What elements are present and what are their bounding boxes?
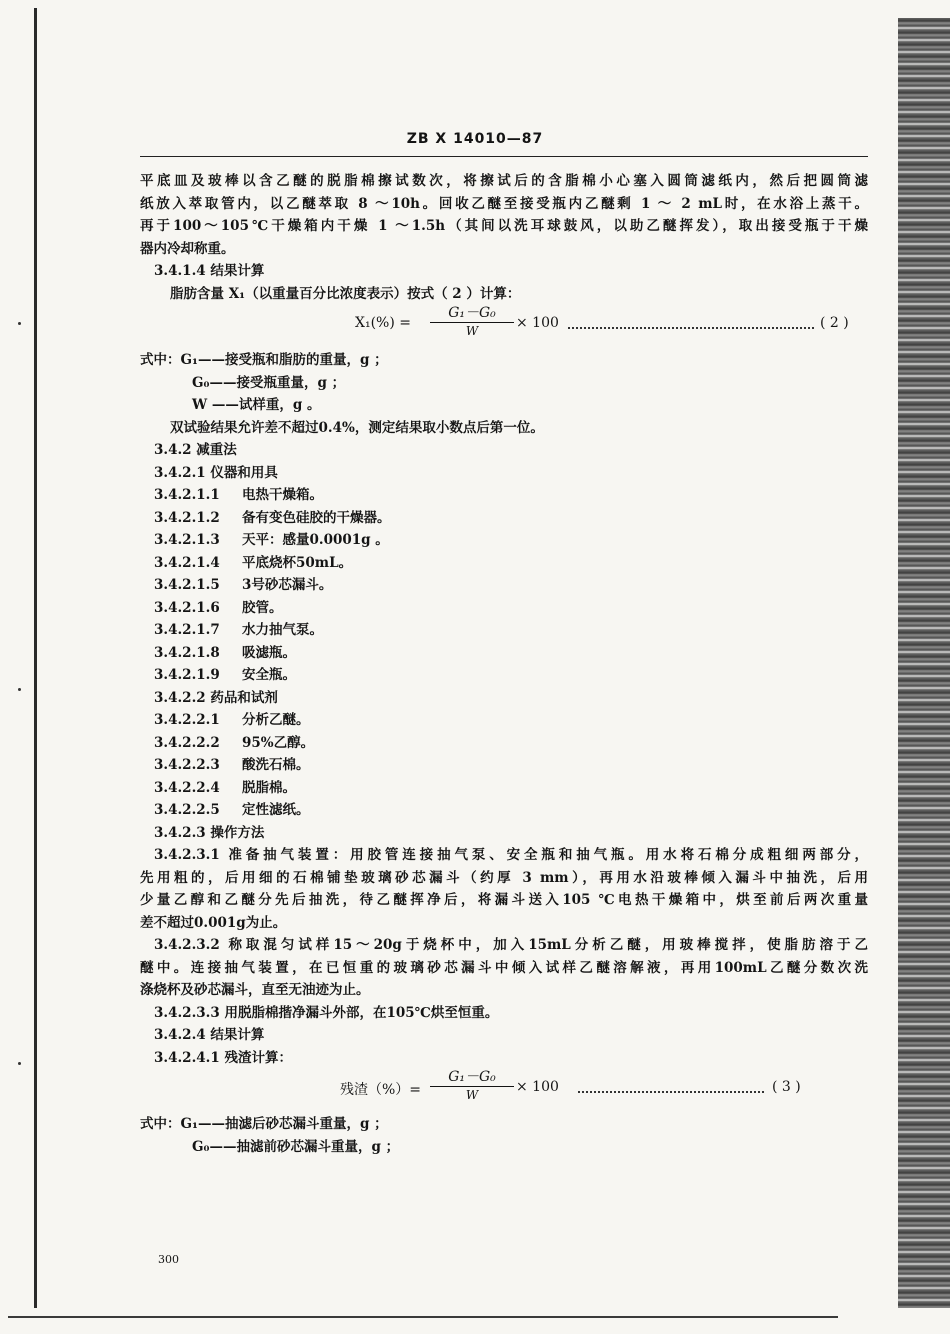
item-text: 天平：感量0.0001g 。 bbox=[242, 532, 389, 548]
item-number: 3.4.2.1.5 bbox=[154, 577, 220, 593]
scan-speck bbox=[18, 1062, 21, 1065]
list-item bbox=[140, 574, 868, 597]
where-prefix: 式中： bbox=[140, 1116, 181, 1132]
where-g0: G₀——接受瓶重量，g ； bbox=[192, 374, 346, 391]
item-number: 3.4.2.2.4 bbox=[154, 779, 220, 796]
where-line bbox=[140, 349, 868, 372]
paragraph-line: 再于100～105℃干燥箱内干燥 1 ～1.5h（其间以洗耳球鼓风，以助乙醚挥发），取出接受瓶于干燥 bbox=[140, 218, 868, 234]
section-heading-3422: 3.4.2.2 药品和试剂 bbox=[154, 689, 278, 706]
formula-3-numerator: G₁－G₀ bbox=[430, 1069, 514, 1087]
scan-speck bbox=[18, 322, 21, 325]
item-number: 3.4.2.2.5 bbox=[154, 802, 220, 818]
item-text: 吸滤瓶。 bbox=[242, 644, 296, 661]
scan-right-edge bbox=[898, 18, 950, 1308]
item-number: 3.4.2.1.4 bbox=[154, 554, 220, 571]
item-text: 95%乙醇。 bbox=[242, 734, 315, 751]
list-item bbox=[140, 484, 868, 507]
list-item bbox=[140, 777, 868, 800]
item-number: 3.4.2.2.2 bbox=[154, 734, 220, 751]
formula-2-lhs: X₁(%) = bbox=[355, 315, 411, 331]
scan-left-edge bbox=[34, 8, 37, 1308]
formula-2-fraction bbox=[430, 305, 514, 340]
item-text: 平底烧杯50mL。 bbox=[242, 554, 353, 571]
section-heading-342: 3.4.2 减重法 bbox=[154, 442, 237, 458]
item-number: 3.4.2.1.8 bbox=[154, 644, 220, 661]
list-item bbox=[140, 642, 868, 665]
scan-bottom-edge bbox=[8, 1316, 838, 1318]
list-item bbox=[140, 732, 868, 755]
paragraph-line: 3.4.2.3.3 用脱脂棉揩净漏斗外部，在105℃烘至恒重。 bbox=[154, 1004, 499, 1021]
section-heading-3414: 3.4.1.4 结果计算 bbox=[154, 263, 265, 279]
item-number: 3.4.2.2.1 bbox=[154, 712, 220, 728]
list-item bbox=[140, 597, 868, 620]
item-number: 3.4.2.1.9 bbox=[154, 667, 220, 683]
paragraph-line: 3.4.2.3.1 准备抽气装置：用胶管连接抽气泵、安全瓶和抽气瓶。用水将石棉分成粗细两部分， bbox=[154, 847, 868, 863]
where-g1: G₁——抽滤后砂芯漏斗重量，g ； bbox=[180, 1116, 388, 1132]
list-item bbox=[140, 552, 868, 575]
item-text: 脱脂棉。 bbox=[242, 779, 296, 796]
page-number: 300 bbox=[158, 1253, 179, 1266]
item-text: 酸洗石棉。 bbox=[242, 757, 310, 773]
fat-content-intro: 脂肪含量 X₁（以重量百分比浓度表示）按式（ 2 ）计算： bbox=[170, 285, 521, 302]
formula-3 bbox=[140, 1069, 868, 1113]
formula-2-multiplier: × 100 bbox=[516, 315, 559, 331]
section-heading-3423: 3.4.2.3 操作方法 bbox=[154, 824, 265, 841]
item-text: 水力抽气泵。 bbox=[242, 622, 323, 638]
list-item bbox=[140, 529, 868, 552]
paragraph-line: 差不超过0.001g为止。 bbox=[140, 914, 287, 931]
paragraph-line: 3.4.2.3.2 称取混匀试样15～20g于烧杯中，加入15mL分析乙醚，用玻棒搅拌，使脂肪溶于乙 bbox=[154, 937, 868, 953]
list-item bbox=[140, 664, 868, 687]
item-text: 定性滤纸。 bbox=[242, 802, 310, 818]
paragraph-line: 少量乙醇和乙醚分先后抽洗，待乙醚挥净后，将漏斗送入105 ℃电热干燥箱中，烘至前后两次重量 bbox=[140, 892, 868, 908]
formula-3-fraction bbox=[430, 1069, 514, 1104]
section-heading-34241: 3.4.2.4.1 残渣计算： bbox=[154, 1049, 292, 1066]
formula-3-multiplier: × 100 bbox=[516, 1079, 559, 1095]
paragraph-line: 平底皿及玻棒以含乙醚的脱脂棉擦试数次，将擦试后的含脂棉小心塞入圆筒滤纸内，然后把圆筒滤 bbox=[140, 173, 868, 189]
item-number: 3.4.2.1.7 bbox=[154, 622, 220, 638]
formula-3-leader bbox=[578, 1079, 764, 1093]
item-text: 安全瓶。 bbox=[242, 667, 296, 683]
standard-code-header: ZB X 14010—87 bbox=[406, 131, 544, 147]
section-heading-3421: 3.4.2.1 仪器和用具 bbox=[154, 464, 278, 481]
list-item bbox=[140, 709, 868, 732]
formula-2 bbox=[140, 305, 868, 349]
formula-2-numerator: G₁－G₀ bbox=[430, 305, 514, 323]
item-number: 3.4.2.2.3 bbox=[154, 757, 220, 773]
paragraph-line: 先用粗的，后用细的石棉铺垫玻璃砂芯漏斗（约厚 3 mm），再用水沿玻棒倾入漏斗中抽洗，后用 bbox=[140, 869, 868, 886]
formula-3-lhs: 残渣（%）= bbox=[340, 1082, 422, 1098]
list-item bbox=[140, 799, 868, 822]
paragraph-line: 醚中。连接抽气装置，在已恒重的玻璃砂芯漏斗中倾入试样乙醚溶解液，再用100mL乙醚分数次洗 bbox=[140, 959, 868, 976]
where-g1: G₁——接受瓶和脂肪的重量，g ； bbox=[180, 352, 388, 368]
formula-3-denominator: W bbox=[465, 1088, 479, 1102]
formula-2-leader bbox=[568, 315, 814, 329]
document-body bbox=[140, 170, 868, 1158]
header-rule bbox=[140, 156, 868, 157]
list-item bbox=[140, 507, 868, 530]
paragraph-line: 器内冷却称重。 bbox=[140, 240, 235, 257]
where-g0: G₀——抽滤前砂芯漏斗重量，g ； bbox=[192, 1138, 400, 1155]
item-text: 3号砂芯漏斗。 bbox=[242, 577, 333, 593]
item-text: 分析乙醚。 bbox=[242, 712, 310, 728]
tolerance-note: 双试验结果允许差不超过0.4%，测定结果取小数点后第一位。 bbox=[170, 419, 544, 436]
where-prefix: 式中： bbox=[140, 352, 181, 368]
paragraph-line: 纸放入萃取管内，以乙醚萃取 8 ～10h。回收乙醚至接受瓶内乙醚剩 1 ～ 2 mL时，在水浴上蒸干。 bbox=[140, 195, 868, 212]
list-item bbox=[140, 754, 868, 777]
scan-speck bbox=[18, 688, 21, 691]
list-item bbox=[140, 619, 868, 642]
item-text: 电热干燥箱。 bbox=[242, 487, 323, 503]
formula-2-number: ( 2 ) bbox=[820, 315, 849, 331]
where-line bbox=[140, 1113, 868, 1136]
item-number: 3.4.2.1.1 bbox=[154, 487, 220, 503]
formula-2-denominator: W bbox=[465, 324, 479, 338]
paragraph-line: 涤烧杯及砂芯漏斗，直至无油迹为止。 bbox=[140, 982, 370, 998]
section-heading-3424: 3.4.2.4 结果计算 bbox=[154, 1027, 265, 1043]
item-text: 胶管。 bbox=[242, 599, 283, 616]
item-text: 备有变色硅胶的干燥器。 bbox=[242, 509, 391, 526]
item-number: 3.4.2.1.3 bbox=[154, 532, 220, 548]
item-number: 3.4.2.1.2 bbox=[154, 509, 220, 526]
item-number: 3.4.2.1.6 bbox=[154, 599, 220, 616]
formula-3-number: ( 3 ) bbox=[772, 1079, 801, 1095]
where-w: W ——试样重，g 。 bbox=[192, 397, 321, 413]
